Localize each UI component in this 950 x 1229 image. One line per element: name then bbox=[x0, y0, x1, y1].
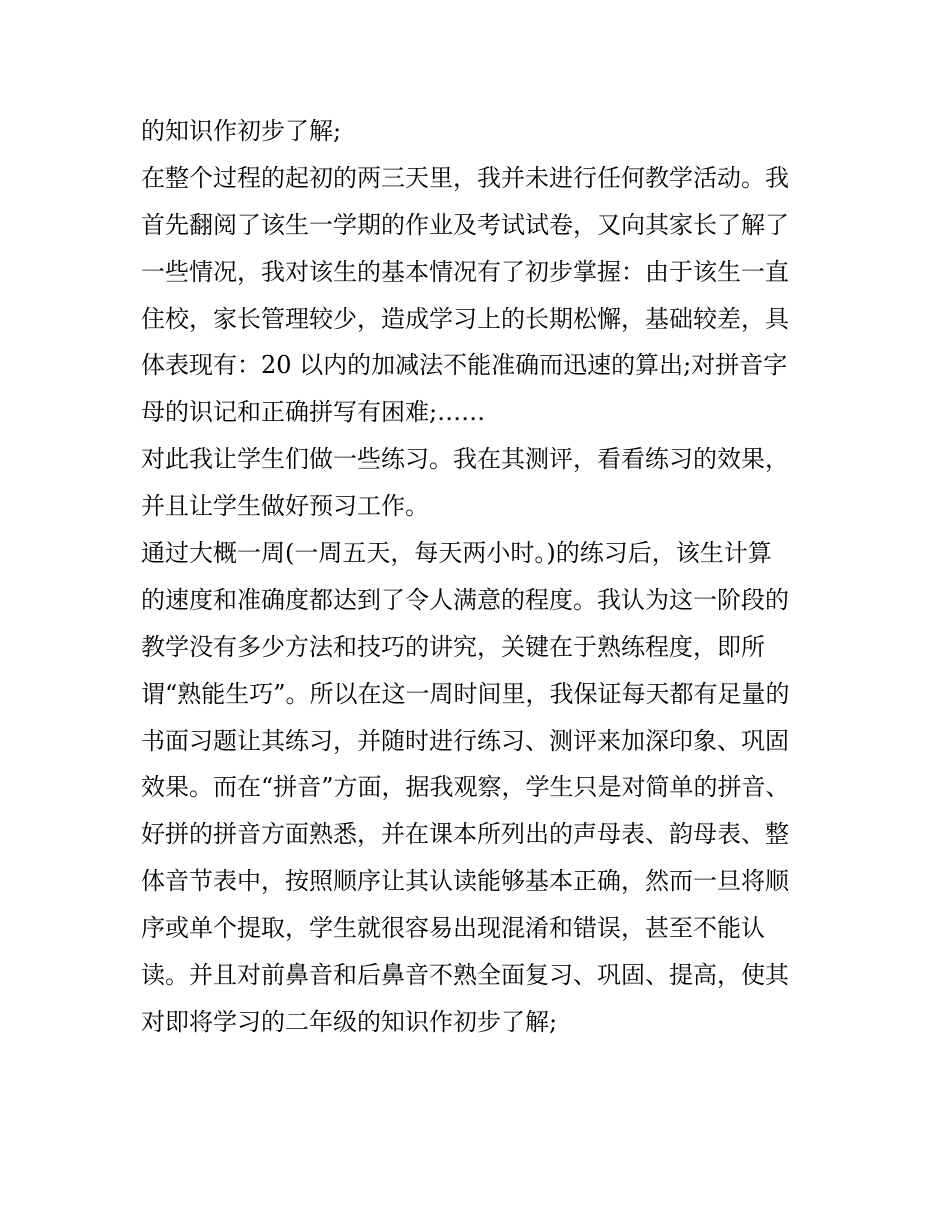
text-line: 的速度和准确度都达到了令人满意的程度。我认为这一阶段的 bbox=[141, 585, 789, 614]
text-line: 序或单个提取，学生就很容易出现混淆和错误，甚至不能认 bbox=[141, 914, 765, 943]
text-line: 母的识记和正确拼写有困难;…… bbox=[141, 398, 486, 427]
text-line: 教学没有多少方法和技巧的讲究，关键在于熟练程度，即所 bbox=[141, 632, 765, 661]
text-line: 一些情况，我对该生的基本情况有了初步掌握：由于该生一直 bbox=[141, 257, 789, 286]
text-line: 好拼的拼音方面熟悉，并在课本所列出的声母表、韵母表、整 bbox=[141, 820, 789, 849]
text-line: 住校，家长管理较少，造成学习上的长期松懈，基础较差，具 bbox=[141, 304, 789, 333]
text-line: 首先翻阅了该生一学期的作业及考试试卷，又向其家长了解了 bbox=[141, 210, 789, 239]
text-line: 谓“熟能生巧”。所以在这一周时间里，我保证每天都有足量的 bbox=[141, 679, 790, 708]
text-line: 并且让学生做好预习工作。 bbox=[141, 492, 429, 521]
text-line: 在整个过程的起初的两三天里，我并未进行任何教学活动。我 bbox=[141, 163, 789, 192]
text-line: 效果。而在“拼音”方面，据我观察，学生只是对简单的拼音、 bbox=[141, 773, 790, 802]
text-line: 书面习题让其练习，并随时进行练习、测评来加深印象、巩固 bbox=[141, 726, 789, 755]
text-line: 对此我让学生们做一些练习。我在其测评，看看练习的效果， bbox=[141, 445, 789, 474]
text-line: 通过大概一周(一周五天，每天两小时。)的练习后，该生计算 bbox=[141, 539, 772, 568]
text-line: 的知识作初步了解; bbox=[141, 117, 342, 145]
text-line: 对即将学习的二年级的知识作初步了解; bbox=[141, 1007, 558, 1036]
text-line: 体表现有：20 以内的加减法不能准确而迅速的算出;对拼音字 bbox=[141, 351, 788, 380]
text-line: 体音节表中，按照顺序让其认读能够基本正确，然而一旦将顺 bbox=[141, 867, 789, 896]
text-line: 读。并且对前鼻音和后鼻音不熟全面复习、巩固、提高，使其 bbox=[141, 961, 789, 990]
document-body bbox=[141, 108, 821, 1046]
